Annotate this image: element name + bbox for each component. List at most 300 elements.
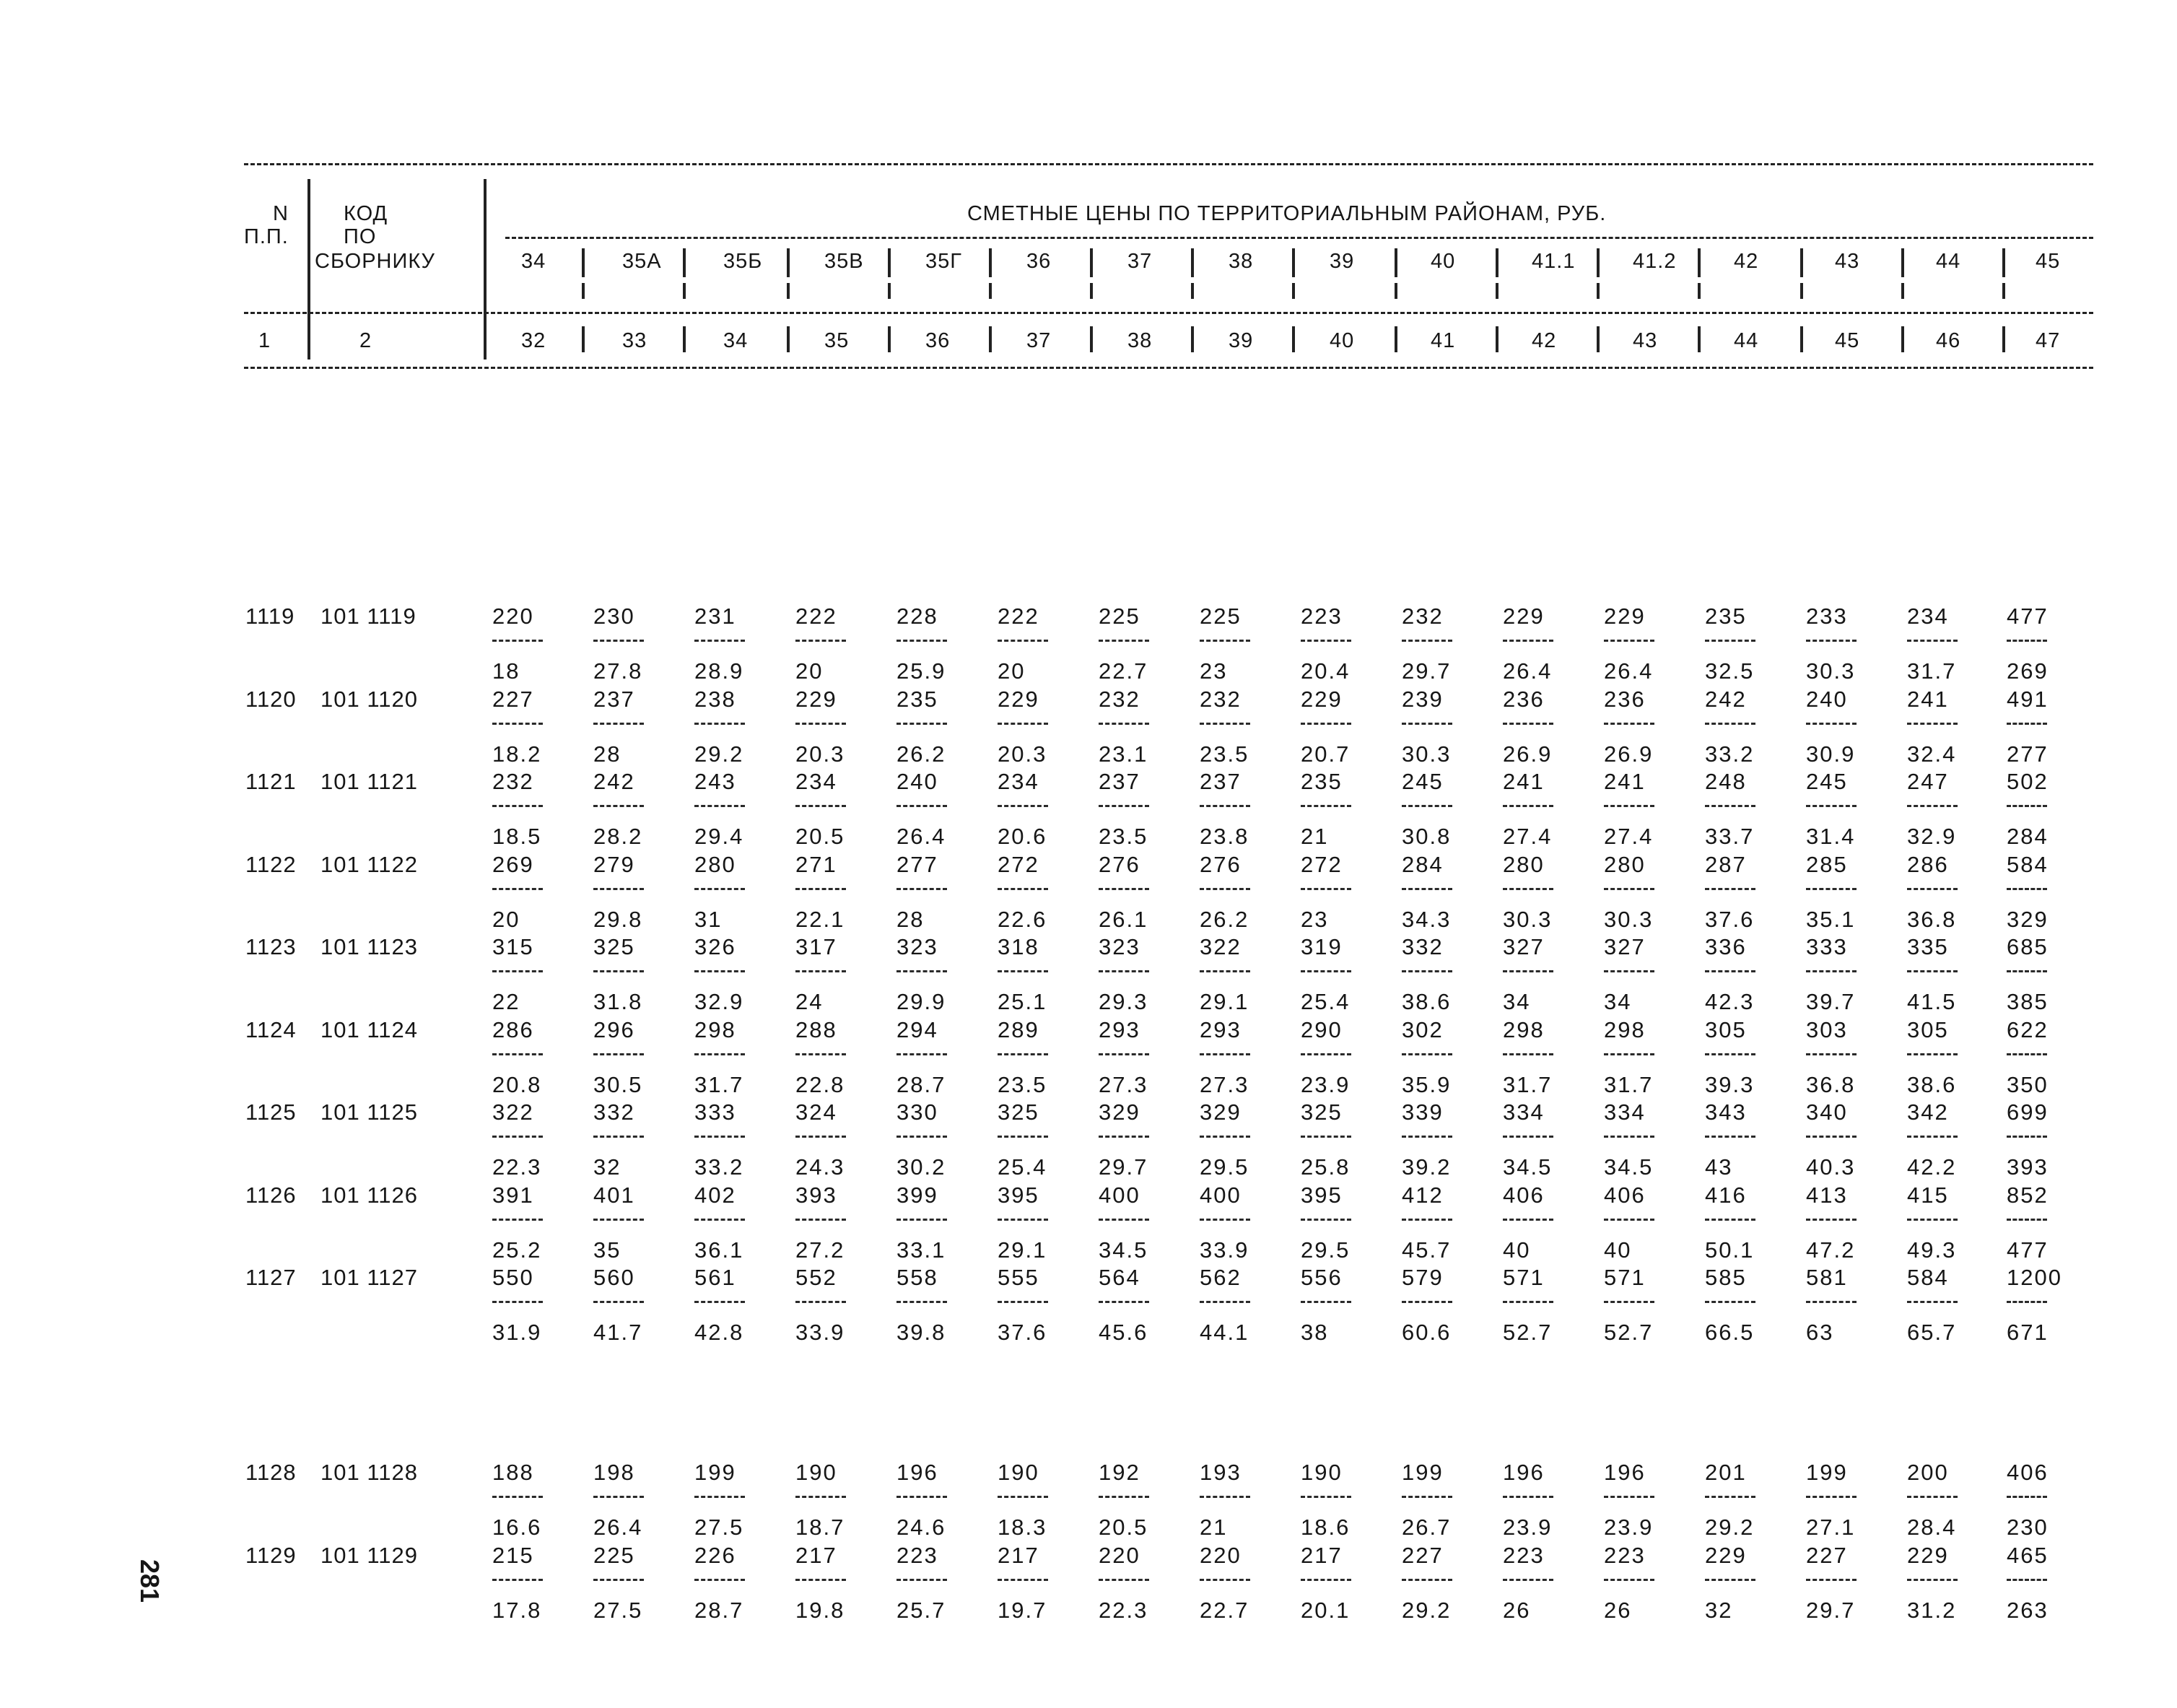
fraction-rule: [795, 1496, 846, 1498]
sub-value: 29.4: [694, 824, 744, 849]
fraction-rule: [1301, 888, 1351, 890]
fraction-rule: [795, 1053, 846, 1055]
price-value: 196: [896, 1460, 938, 1485]
fraction-rule: [492, 1301, 543, 1303]
price-value: 332: [1402, 934, 1444, 959]
sub-value: 27.2: [795, 1237, 845, 1263]
price-value: 555: [998, 1265, 1039, 1290]
fraction-rule: [1806, 1301, 1857, 1303]
price-value: 188: [492, 1460, 534, 1485]
fraction-rule: [1806, 723, 1857, 725]
price-value: 325: [593, 934, 635, 959]
district-label: 38: [1229, 250, 1254, 273]
fraction-rule: [998, 970, 1048, 972]
price-value: 329: [1200, 1099, 1242, 1125]
fraction-rule: [492, 1219, 543, 1221]
fraction-rule: [1402, 1136, 1452, 1138]
row-code: 101 1119: [320, 604, 416, 629]
sub-value: 20.3: [998, 741, 1047, 767]
price-value: 293: [1200, 1016, 1242, 1042]
sub-value: 22.3: [1099, 1597, 1148, 1623]
sub-value: 393: [2007, 1154, 2049, 1180]
sub-value: 27.3: [1099, 1071, 1148, 1097]
header-low-rule: [244, 312, 2093, 314]
sub-value: 35.9: [1402, 1071, 1452, 1097]
fraction-rule: [694, 888, 745, 890]
district-vbar: [1901, 283, 1904, 299]
fraction-rule: [1806, 888, 1857, 890]
fraction-rule: [1301, 1301, 1351, 1303]
row-code: 101 1129: [320, 1542, 418, 1568]
sub-value: 29.3: [1099, 989, 1148, 1014]
sub-value: 40.3: [1806, 1154, 1856, 1180]
price-value: 399: [896, 1182, 938, 1208]
sub-value: 18.6: [1301, 1515, 1351, 1540]
price-value: 234: [998, 769, 1039, 794]
fraction-rule: [1604, 970, 1654, 972]
price-value: 584: [1907, 1265, 1949, 1290]
price-value: 190: [1301, 1460, 1343, 1485]
price-value: 298: [1604, 1016, 1646, 1042]
index-label: 37: [1026, 329, 1052, 352]
price-value: 406: [2007, 1460, 2049, 1485]
sub-value: 20.4: [1301, 658, 1351, 684]
fraction-rule: [896, 1053, 947, 1055]
fraction-rule: [1200, 1301, 1250, 1303]
fraction-rule: [998, 805, 1048, 807]
sub-value: 28: [593, 741, 621, 767]
sub-value: 27.8: [593, 658, 643, 684]
fraction-rule: [998, 1301, 1048, 1303]
price-value: 230: [593, 604, 635, 629]
sub-value: 39.3: [1705, 1071, 1755, 1097]
fraction-rule: [1806, 805, 1857, 807]
fraction-rule: [998, 1053, 1048, 1055]
sub-value: 33.7: [1705, 824, 1755, 849]
sub-value: 33.2: [694, 1154, 744, 1180]
index-label: 33: [622, 329, 647, 352]
fraction-rule: [492, 805, 543, 807]
district-label: 43: [1835, 250, 1860, 273]
fraction-rule: [1604, 888, 1654, 890]
fraction-rule: [694, 1219, 745, 1221]
price-value: 242: [593, 769, 635, 794]
fraction-rule: [998, 723, 1048, 725]
price-value: 196: [1503, 1460, 1545, 1485]
fraction-rule: [1099, 1219, 1149, 1221]
fraction-rule: [1705, 1496, 1755, 1498]
price-value: 240: [896, 769, 938, 794]
row-number: 1129: [245, 1542, 297, 1568]
fraction-rule: [998, 1219, 1048, 1221]
fraction-rule: [1907, 640, 1958, 642]
fraction-rule: [1301, 1053, 1351, 1055]
price-value: 322: [1200, 934, 1242, 959]
district-vbar: [1090, 283, 1093, 299]
row-code: 101 1125: [320, 1099, 418, 1125]
sub-value: 30.9: [1806, 741, 1856, 767]
price-value: 552: [795, 1265, 837, 1290]
sub-value: 33.9: [795, 1320, 845, 1345]
sub-value: 45.7: [1402, 1237, 1452, 1263]
price-value: 285: [1806, 851, 1848, 877]
sub-value: 47.2: [1806, 1237, 1856, 1263]
header-mid-rule: [505, 237, 2093, 239]
fraction-rule: [1200, 970, 1250, 972]
district-vbar: [1698, 326, 1701, 352]
price-value: 234: [795, 769, 837, 794]
sub-value: 27.4: [1604, 824, 1654, 849]
fraction-rule: [1907, 970, 1958, 972]
district-vbar: [2002, 326, 2005, 352]
price-value: 227: [1806, 1542, 1848, 1568]
fraction-rule: [1806, 1219, 1857, 1221]
sub-value: 263: [2007, 1597, 2049, 1623]
sub-value: 30.2: [896, 1154, 946, 1180]
price-value: 293: [1099, 1016, 1140, 1042]
fraction-rule: [1200, 1136, 1250, 1138]
fraction-rule: [1705, 805, 1755, 807]
fraction-rule: [1806, 1496, 1857, 1498]
sub-value: 23.5: [1200, 741, 1249, 767]
index-1: 1: [258, 329, 271, 352]
price-value: 334: [1604, 1099, 1646, 1125]
sub-value: 36.8: [1806, 1071, 1856, 1097]
price-value: 323: [896, 934, 938, 959]
row-number: 1126: [245, 1182, 297, 1208]
sub-value: 30.5: [593, 1071, 643, 1097]
fraction-rule: [1705, 1301, 1755, 1303]
price-value: 215: [492, 1542, 534, 1568]
price-value: 269: [492, 851, 534, 877]
price-value: 223: [1503, 1542, 1545, 1568]
index-label: 41: [1431, 329, 1456, 352]
fraction-rule: [1200, 640, 1250, 642]
price-value: 272: [998, 851, 1039, 877]
fraction-rule: [1503, 1053, 1553, 1055]
fraction-rule: [1503, 1219, 1553, 1221]
fraction-rule: [896, 1301, 947, 1303]
fraction-rule: [1705, 1579, 1755, 1581]
price-value: 685: [2007, 934, 2049, 959]
sub-value: 22.1: [795, 906, 845, 932]
fraction-rule: [694, 1496, 745, 1498]
district-vbar: [1292, 283, 1295, 299]
fraction-rule: [1402, 1219, 1452, 1221]
sub-value: 284: [2007, 824, 2049, 849]
sub-value: 31.9: [492, 1320, 542, 1345]
price-value: 190: [998, 1460, 1039, 1485]
sub-value: 25.4: [1301, 989, 1351, 1014]
sub-value: 26.9: [1503, 741, 1553, 767]
price-value: 571: [1604, 1265, 1646, 1290]
fraction-rule: [1099, 1301, 1149, 1303]
price-value: 217: [795, 1542, 837, 1568]
fraction-rule: [896, 1496, 947, 1498]
price-value: 305: [1705, 1016, 1747, 1042]
district-vbar: [1191, 248, 1194, 277]
sub-value: 39.2: [1402, 1154, 1452, 1180]
sub-value: 41.7: [593, 1320, 643, 1345]
price-value: 284: [1402, 851, 1444, 877]
sub-value: 37.6: [998, 1320, 1047, 1345]
sub-value: 22.3: [492, 1154, 542, 1180]
district-vbar: [1901, 248, 1904, 277]
page-number: 281: [135, 1559, 165, 1603]
price-value: 201: [1705, 1460, 1747, 1485]
fraction-rule: [998, 888, 1048, 890]
district-label: 35В: [824, 250, 864, 273]
price-value: 226: [694, 1542, 736, 1568]
price-value: 239: [1402, 686, 1444, 712]
sub-value: 34.5: [1604, 1154, 1654, 1180]
fraction-rule: [1301, 970, 1351, 972]
price-value: 465: [2007, 1542, 2049, 1568]
price-value: 193: [1200, 1460, 1242, 1485]
district-vbar: [787, 248, 790, 277]
district-vbar: [1800, 283, 1803, 299]
sub-value: 33.9: [1200, 1237, 1249, 1263]
vbar-n: [307, 179, 310, 360]
fraction-rule: [1503, 1496, 1553, 1498]
price-value: 235: [896, 686, 938, 712]
price-value: 241: [1503, 769, 1545, 794]
fraction-rule: [1099, 1579, 1149, 1581]
fraction-rule: [2007, 1136, 2047, 1138]
price-value: 416: [1705, 1182, 1747, 1208]
sub-value: 42.3: [1705, 989, 1755, 1014]
sub-value: 27.3: [1200, 1071, 1249, 1097]
price-value: 288: [795, 1016, 837, 1042]
price-value: 234: [1907, 604, 1949, 629]
fraction-rule: [795, 805, 846, 807]
sub-value: 29.1: [998, 1237, 1047, 1263]
index-label: 38: [1127, 329, 1153, 352]
district-vbar: [787, 283, 790, 299]
sub-value: 34: [1503, 989, 1531, 1014]
fraction-rule: [1301, 805, 1351, 807]
sub-value: 29.5: [1301, 1237, 1351, 1263]
index-label: 39: [1229, 329, 1254, 352]
fraction-rule: [593, 640, 644, 642]
price-value: 196: [1604, 1460, 1646, 1485]
row-number: 1127: [245, 1265, 297, 1290]
fraction-rule: [795, 723, 846, 725]
fraction-rule: [1705, 1053, 1755, 1055]
district-label: 45: [2036, 250, 2061, 273]
sub-value: 26.2: [896, 741, 946, 767]
sub-value: 20: [492, 906, 520, 932]
sub-value: 26.1: [1099, 906, 1148, 932]
sub-value: 31.7: [1907, 658, 1957, 684]
fraction-rule: [492, 640, 543, 642]
price-value: 401: [593, 1182, 635, 1208]
price-value: 584: [2007, 851, 2049, 877]
price-value: 502: [2007, 769, 2049, 794]
district-label: 35Б: [723, 250, 763, 273]
price-value: 220: [1200, 1542, 1242, 1568]
fraction-rule: [1099, 888, 1149, 890]
index-label: 42: [1532, 329, 1557, 352]
sub-value: 38: [1301, 1320, 1329, 1345]
price-value: 232: [1402, 604, 1444, 629]
district-label: 40: [1431, 250, 1456, 273]
fraction-rule: [2007, 888, 2047, 890]
fraction-rule: [1099, 1053, 1149, 1055]
fraction-rule: [492, 1136, 543, 1138]
row-code: 101 1120: [320, 686, 418, 712]
fraction-rule: [1099, 1496, 1149, 1498]
district-label: 39: [1330, 250, 1355, 273]
district-label: 36: [1026, 250, 1052, 273]
row-number: 1122: [245, 851, 297, 877]
fraction-rule: [1503, 1136, 1553, 1138]
price-value: 395: [998, 1182, 1039, 1208]
price-value: 280: [1604, 851, 1646, 877]
price-value: 413: [1806, 1182, 1848, 1208]
fraction-rule: [1402, 1301, 1452, 1303]
price-value: 243: [694, 769, 736, 794]
fraction-rule: [1099, 1136, 1149, 1138]
price-value: 318: [998, 934, 1039, 959]
district-label: 35А: [622, 250, 662, 273]
price-value: 491: [2007, 686, 2049, 712]
sub-value: 65.7: [1907, 1320, 1957, 1345]
row-code: 101 1126: [320, 1182, 418, 1208]
sub-value: 22.7: [1099, 658, 1148, 684]
sub-value: 23: [1200, 658, 1228, 684]
district-label: 41.2: [1633, 250, 1677, 273]
sub-value: 28.7: [694, 1597, 744, 1623]
sub-value: 23.5: [1099, 824, 1148, 849]
sub-value: 31.7: [1503, 1071, 1553, 1097]
fraction-rule: [1402, 640, 1452, 642]
price-value: 391: [492, 1182, 534, 1208]
price-value: 325: [1301, 1099, 1343, 1125]
sub-value: 32: [593, 1154, 621, 1180]
fraction-rule: [1200, 1579, 1250, 1581]
index-label: 35: [824, 329, 850, 352]
fraction-rule: [896, 970, 947, 972]
district-vbar: [888, 248, 891, 277]
price-value: 315: [492, 934, 534, 959]
sub-value: 23.1: [1099, 741, 1148, 767]
sub-value: 18: [492, 658, 520, 684]
price-value: 699: [2007, 1099, 2049, 1125]
price-value: 400: [1099, 1182, 1140, 1208]
sub-value: 26.4: [896, 824, 946, 849]
fraction-rule: [1402, 1053, 1452, 1055]
price-value: 199: [1402, 1460, 1444, 1485]
sub-value: 32.4: [1907, 741, 1957, 767]
fraction-rule: [1402, 723, 1452, 725]
fraction-rule: [896, 723, 947, 725]
fraction-rule: [1200, 1496, 1250, 1498]
sub-value: 34.5: [1099, 1237, 1148, 1263]
price-value: 225: [1200, 604, 1242, 629]
price-value: 585: [1705, 1265, 1747, 1290]
sub-value: 25.4: [998, 1154, 1047, 1180]
sub-value: 32.9: [694, 989, 744, 1014]
price-value: 276: [1099, 851, 1140, 877]
price-value: 229: [1604, 604, 1646, 629]
price-value: 227: [492, 686, 534, 712]
price-value: 229: [1301, 686, 1343, 712]
sub-value: 25.9: [896, 658, 946, 684]
fraction-rule: [998, 1579, 1048, 1581]
sub-value: 32.9: [1907, 824, 1957, 849]
price-value: 329: [1099, 1099, 1140, 1125]
price-value: 317: [795, 934, 837, 959]
index-label: 36: [925, 329, 951, 352]
price-value: 231: [694, 604, 736, 629]
price-value: 217: [998, 1542, 1039, 1568]
price-value: 237: [1200, 769, 1242, 794]
district-vbar: [1191, 283, 1194, 299]
sub-value: 22.6: [998, 906, 1047, 932]
sub-value: 25.7: [896, 1597, 946, 1623]
fraction-rule: [492, 1053, 543, 1055]
price-value: 229: [1705, 1542, 1747, 1568]
district-vbar: [989, 248, 992, 277]
fraction-rule: [1402, 1496, 1452, 1498]
price-value: 286: [492, 1016, 534, 1042]
fraction-rule: [998, 1496, 1048, 1498]
sub-value: 18.5: [492, 824, 542, 849]
sub-value: 20.1: [1301, 1597, 1351, 1623]
price-value: 335: [1907, 934, 1949, 959]
fraction-rule: [694, 970, 745, 972]
district-vbar: [1496, 326, 1498, 352]
sub-value: 26.2: [1200, 906, 1249, 932]
fraction-rule: [1099, 723, 1149, 725]
fraction-rule: [1705, 1136, 1755, 1138]
district-vbar: [1597, 248, 1600, 277]
sub-value: 26.4: [593, 1515, 643, 1540]
sub-value: 29.2: [694, 741, 744, 767]
district-vbar: [683, 248, 686, 277]
fraction-rule: [795, 970, 846, 972]
price-value: 556: [1301, 1265, 1343, 1290]
district-vbar: [582, 326, 585, 352]
price-value: 305: [1907, 1016, 1949, 1042]
sub-value: 29.7: [1806, 1597, 1856, 1623]
price-value: 327: [1503, 934, 1545, 959]
sub-value: 29.8: [593, 906, 643, 932]
fraction-rule: [795, 1301, 846, 1303]
sub-value: 26: [1604, 1597, 1632, 1623]
sub-value: 27.5: [593, 1597, 643, 1623]
sub-value: 23.8: [1200, 824, 1249, 849]
price-value: 289: [998, 1016, 1039, 1042]
price-value: 325: [998, 1099, 1039, 1125]
sub-value: 66.5: [1705, 1320, 1755, 1345]
district-vbar: [1698, 283, 1701, 299]
sub-value: 329: [2007, 906, 2049, 932]
row-code: 101 1122: [320, 851, 418, 877]
sub-value: 34: [1604, 989, 1632, 1014]
row-number: 1123: [245, 934, 297, 959]
district-vbar: [1597, 283, 1600, 299]
index-label: 34: [723, 329, 749, 352]
index-label: 44: [1734, 329, 1759, 352]
price-value: 393: [795, 1182, 837, 1208]
fraction-rule: [1907, 1053, 1958, 1055]
sub-value: 19.8: [795, 1597, 845, 1623]
district-vbar: [1395, 248, 1397, 277]
fraction-rule: [694, 723, 745, 725]
price-value: 229: [998, 686, 1039, 712]
